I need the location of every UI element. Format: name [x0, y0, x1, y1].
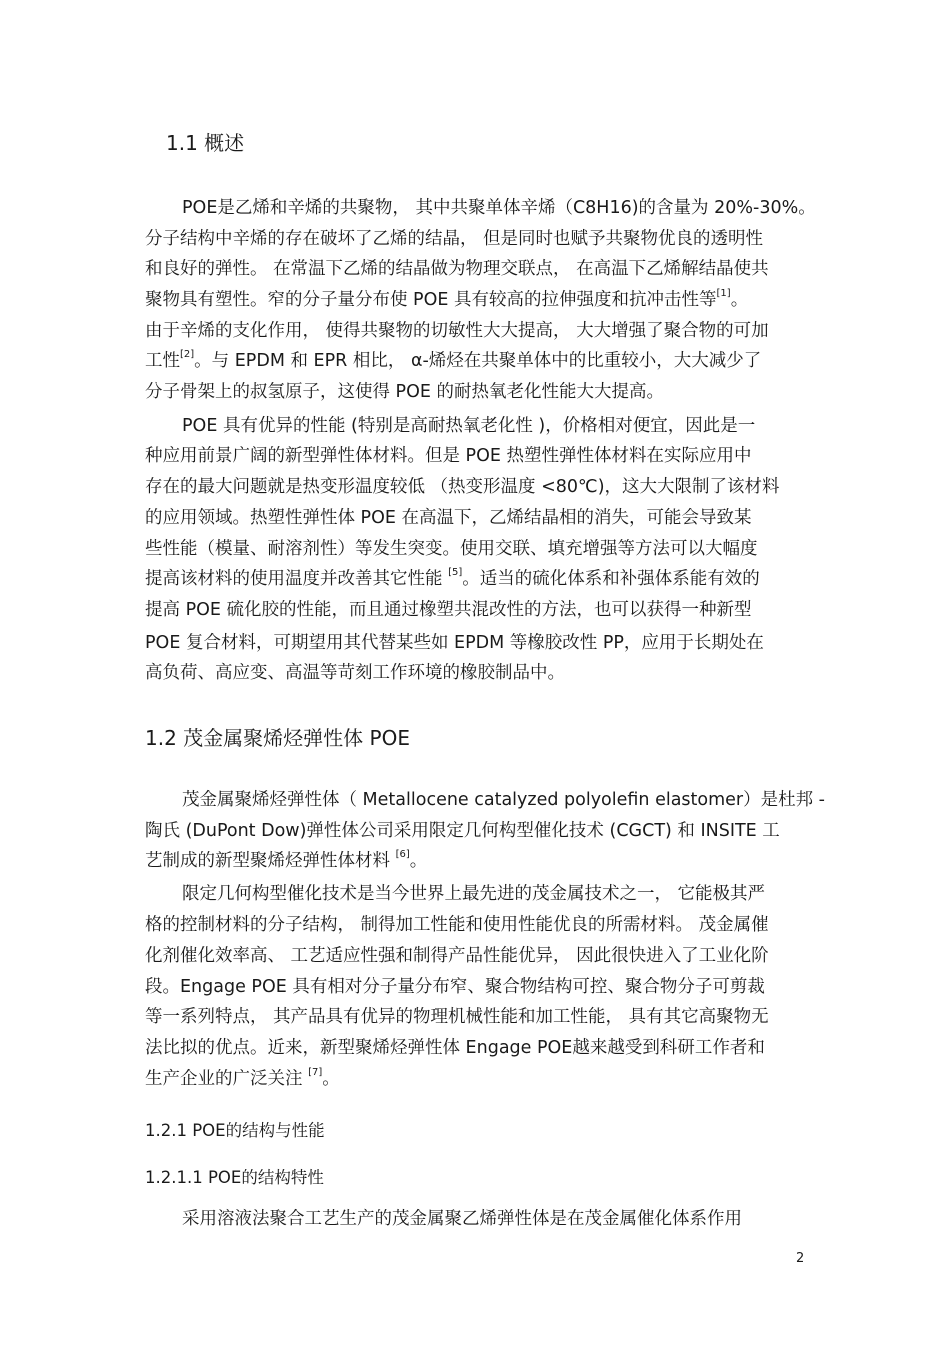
section-heading-1-2: 1.2 茂金属聚烯烃弹性体 POE — [145, 726, 410, 750]
citation-ref: [1] — [716, 288, 731, 300]
paragraph-line: 化剂催化效率高、 工艺适应性强和制得产品性能优异， 因此很快进入了工业化阶 — [145, 946, 769, 966]
paragraph-line: POE 具有优异的性能 (特别是高耐热氧老化性 )，价格相对便宜，因此是一 — [182, 416, 756, 436]
text-segment: 生产企业的广泛关注 — [145, 1069, 309, 1089]
paragraph-line: 陶氏 (DuPont Dow)弹性体公司采用限定几何构型催化技术 (CGCT) 和 INSITE 工 — [145, 821, 780, 841]
paragraph-line: 分子结构中辛烯的存在破坏了乙烯的结晶， 但是同时也赋予共聚物优良的透明性 — [145, 229, 764, 249]
text-segment: 提高该材料的使用温度并改善其它性能 — [145, 569, 449, 589]
paragraph-line: 茂金属聚烯烃弹性体（ Metallocene catalyzed polyolefin elastomer）是杜邦 - — [182, 790, 825, 810]
paragraph-line — [145, 1068, 825, 1090]
paragraph-line — [145, 850, 825, 872]
section-heading-1-2-1-1: 1.2.1.1 POE的结构特性 — [145, 1168, 324, 1187]
paragraph-line: 种应用前景广阔的新型弹性体材料。但是 POE 热塑性弹性体材料在实际应用中 — [145, 446, 752, 466]
paragraph-line: 的应用领域。热塑性弹性体 POE 在高温下，乙烯结晶相的消失，可能会导致某 — [145, 508, 752, 528]
paragraph-line: 存在的最大问题就是热变形温度较低 （热变形温度 <80℃)，这大大限制了该材料 — [145, 477, 780, 497]
paragraph-line: 采用溶液法聚合工艺生产的茂金属聚乙烯弹性体是在茂金属催化体系作用 — [182, 1209, 742, 1229]
paragraph-line: 等一系列特点， 其产品具有优异的物理机械性能和加工性能， 具有其它高聚物无 — [145, 1007, 769, 1027]
paragraph-line: 和良好的弹性。 在常温下乙烯的结晶做为物理交联点， 在高温下乙烯解结晶使共 — [145, 259, 769, 279]
text-segment: 。与 EPDM 和 EPR 相比， α-烯烃在共聚单体中的比重较小，大大减少了 — [194, 351, 762, 371]
paragraph-line — [145, 350, 825, 372]
text-segment: 。 — [322, 1069, 340, 1089]
paragraph-line: 由于辛烯的支化作用， 使得共聚物的切敏性大大提高， 大大增强了聚合物的可加 — [145, 321, 769, 341]
paragraph-line: 些性能（模量、耐溶剂性）等发生突变。使用交联、填充增强等方法可以大幅度 — [145, 539, 758, 559]
text-segment: 。 — [730, 290, 749, 310]
paragraph-line: 分子骨架上的叔氢原子，这使得 POE 的耐热氧老化性能大大提高。 — [145, 382, 665, 402]
paragraph-line: 格的控制材料的分子结构， 制得加工性能和使用性能优良的所需材料。 茂金属催 — [145, 915, 769, 935]
text-segment: 艺制成的新型聚烯烃弹性体材料 — [145, 851, 396, 871]
section-heading-1-2-1: 1.2.1 POE的结构与性能 — [145, 1121, 325, 1140]
page-number: 2 — [796, 1251, 805, 1266]
paragraph-line: 限定几何构型催化技术是当今世界上最先进的茂金属技术之一， 它能极其严 — [182, 884, 766, 904]
text-segment: 。 — [409, 851, 428, 871]
text-segment: 聚物具有塑性。窄的分子量分布使 POE 具有较高的拉伸强度和抗冲击性等 — [145, 290, 717, 310]
citation-ref: [2] — [180, 349, 195, 361]
paragraph-line — [145, 289, 825, 311]
citation-ref: [7] — [308, 1067, 323, 1079]
text-segment: 工性 — [145, 351, 180, 371]
paragraph-line: 段。Engage POE 具有相对分子量分布窄、聚合物结构可控、聚合物分子可剪裁 — [145, 977, 765, 997]
section-heading-1-1: 1.1 概述 — [166, 131, 245, 155]
paragraph-line: POE是乙烯和辛烯的共聚物， 其中共聚单体辛烯（C8H16)的含量为 20%-30%。 — [182, 198, 816, 218]
paragraph-line — [145, 568, 825, 590]
citation-ref: [5] — [448, 567, 463, 579]
citation-ref: [6] — [395, 849, 410, 861]
paragraph-line: POE 复合材料，可期望用其代替某些如 EPDM 等橡胶改性 PP，应用于长期处在 — [145, 633, 764, 653]
paragraph-line: 法比拟的优点。近来，新型聚烯烃弹性体 Engage POE越来越受到科研工作者和 — [145, 1038, 765, 1058]
paragraph-line: 提高 POE 硫化胶的性能，而且通过橡塑共混改性的方法，也可以获得一种新型 — [145, 600, 752, 620]
paragraph-line: 高负荷、高应变、高温等苛刻工作环境的橡胶制品中。 — [145, 663, 565, 683]
text-segment: 。适当的硫化体系和补强体系能有效的 — [462, 569, 760, 589]
